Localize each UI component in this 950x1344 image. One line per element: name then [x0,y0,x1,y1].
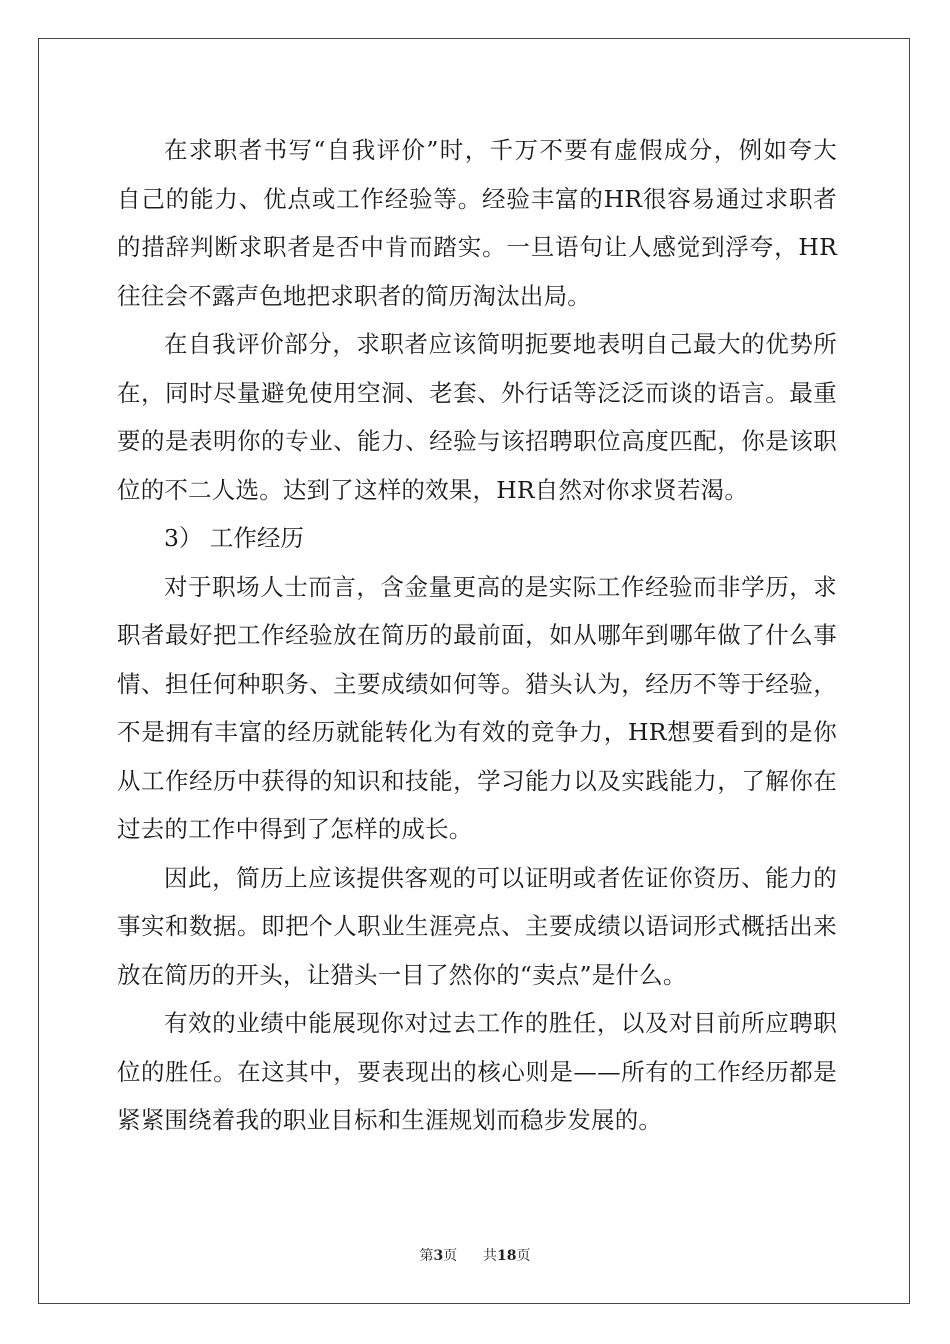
paragraph-3-line-6: 过去的工作中得到了怎样的成长。 [117,815,473,843]
paragraph-2-line-4: 位的不二人选。达到了这样的效果，HR自然对你求贤若渴。 [117,475,749,504]
paragraph-3-line-4: 不是拥有丰富的经历就能转化为有效的竞争力，HR想要看到的是你 [117,718,837,746]
paragraph-5-line-1: 有效的业绩中能展现你对过去工作的胜任，以及对目前所应聘职 [164,1009,837,1037]
paragraph-2-line-2: 在，同时尽量避免使用空洞、老套、外行话等泛泛而谈的语言。最重 [117,378,837,407]
section-heading-work-experience: 3） 工作经历 [164,524,304,552]
paragraph-1-line-2: 自己的能力、优点或工作经验等。经验丰富的HR很容易通过求职者 [117,184,837,213]
page-footer [0,1245,950,1265]
page-prefix: 第 [419,1248,434,1264]
paragraph-4-line-3: 放在简历的开头，让猎头一目了然你的“卖点”是什么。 [117,960,687,989]
paragraph-5-line-2: 位的胜任。在这其中，要表现出的核心则是——所有的工作经历都是 [117,1057,837,1086]
paragraph-3-line-3: 情、担任何种职务、主要成绩如何等。猎头认为，经历不等于经验， [117,669,837,698]
paragraph-1-line-4: 往往会不露声色地把求职者的简历淘汰出局。 [117,281,591,310]
paragraph-3-line-2: 职者最好把工作经验放在简历的最前面，如从哪年到哪年做了什么事 [117,621,837,649]
paragraph-2-line-3: 要的是表明你的专业、能力、经验与该招聘职位高度匹配，你是该职 [117,427,837,455]
document-body [117,126,837,1145]
paragraph-2-line-1: 在自我评价部分，求职者应该简明扼要地表明自己最大的优势所 [164,330,837,358]
total-pages: 18 [497,1248,517,1264]
paragraph-5-line-3: 紧紧围绕着我的职业目标和生涯规划而稳步发展的。 [117,1106,663,1134]
paragraph-4-line-2: 事实和数据。即把个人职业生涯亮点、主要成绩以语词形式概括出来 [117,912,837,940]
paragraph-1-line-3: 的措辞判断求职者是否中肯而踏实。一旦语句让人感觉到浮夸，HR [117,233,837,261]
paragraph-1-line-1: 在求职者书写“自我评价”时，千万不要有虚假成分，例如夸大 [164,136,837,164]
total-prefix: 共 [483,1248,498,1264]
page-number: 3 [433,1248,444,1264]
total-suffix: 页 [516,1248,531,1264]
paragraph-3-line-5: 从工作经历中获得的知识和技能，学习能力以及实践能力，了解你在 [117,766,837,795]
page-suffix: 页 [443,1248,458,1264]
paragraph-3-line-1: 对于职场人士而言，含金量更高的是实际工作经验而非学历，求 [164,572,837,601]
paragraph-4-line-1: 因此，简历上应该提供客观的可以证明或者佐证你资历、能力的 [164,863,837,892]
